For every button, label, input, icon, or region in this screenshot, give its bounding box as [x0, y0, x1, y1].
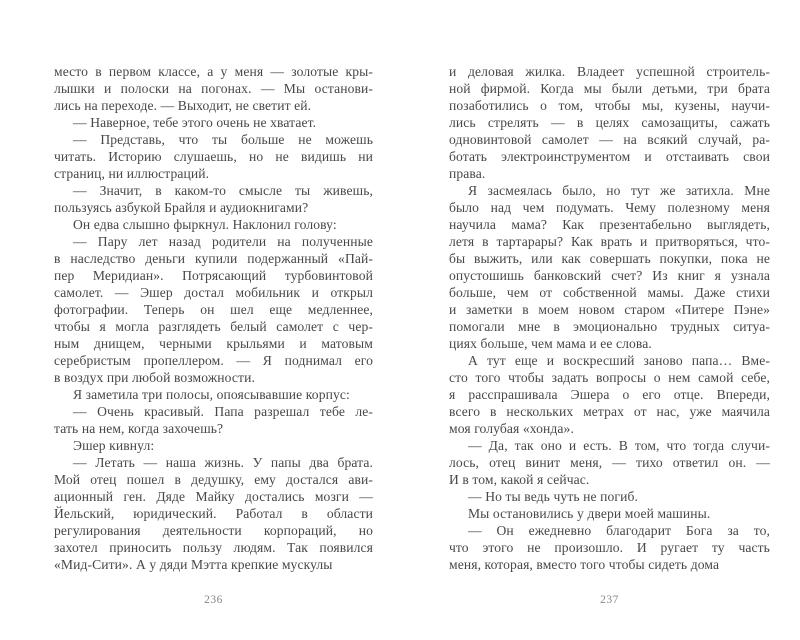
text-line: фотографии. Теперь он шел еще медленнее, [54, 302, 373, 317]
text-line: ным днищем, черными крыльями и матовым [54, 336, 373, 351]
text-line: Мы остановились у двери моей машины. [468, 506, 711, 521]
text-line: циях больше, чем мама и ее слова. [449, 336, 652, 351]
paragraph [54, 403, 373, 437]
paragraph [449, 182, 770, 352]
text-line: — Да, так оно и есть. В том, что тогда случи- [468, 438, 770, 453]
text-line: — Пару лет назад родители на полученные [73, 234, 373, 249]
text-line: ационный ген. Дяде Майку достались мозги — [54, 489, 373, 504]
text-line: я расспрашивала Эшера о его отце. Впереди, [449, 387, 770, 402]
paragraph [449, 63, 770, 182]
text-line: помогали мне в эмоционально трудных ситуа- [449, 319, 770, 334]
paragraph [449, 352, 770, 437]
text-line: место в первом классе, а у меня — золотые кры- [54, 64, 373, 79]
paragraph [54, 216, 373, 233]
text-line: Я заметила три полосы, опоясывавшие корпус: [73, 387, 350, 402]
text-line: «Мид-Сити». А у дяди Мэтта крепкие мускулы [54, 557, 333, 572]
text-line: А тут еще и воскресший заново папа… Вме- [468, 353, 770, 368]
text-line: страниц, ни иллюстраций. [54, 166, 210, 181]
text-line: лось, отец винит меня, — тихо ответил он. — [449, 455, 770, 470]
text-line: опустошишь банковский счет? Из книг я узнала [449, 268, 770, 283]
text-line: — Но ты ведь чуть не погиб. [468, 489, 638, 504]
text-line: и заметки в моем новом старом «Питере Пэне» [449, 302, 770, 317]
text-line: — Наверное, тебе этого очень не хватает. [73, 115, 317, 130]
text-line: научила мама? Как презентабельно выглядеть, [449, 217, 770, 232]
paragraph [54, 233, 373, 386]
text-line: что этого не произошло. И ругает ту часть [449, 540, 770, 555]
paragraph [54, 454, 373, 573]
text-line: — Очень красивый. Папа разрешал тебе ле- [73, 404, 373, 419]
right-page-text [449, 63, 770, 573]
text-line: Мой отец пошел в дедушку, ему достался ави- [54, 472, 373, 487]
text-line: читать. Историю слушаешь, но не видишь ни [54, 149, 373, 164]
left-page-number: 236 [204, 594, 223, 606]
right-page-number: 237 [600, 594, 619, 606]
text-line: самолет. — Эшер достал мобильник и открыл [54, 285, 373, 300]
text-line: в наследство деньги купили подержанный «Пай- [54, 251, 373, 266]
paragraph [449, 505, 770, 522]
text-line: пользуясь азбукой Брайля и аудиокнигами? [54, 200, 309, 215]
text-line: регулирования деятельности корпораций, но [54, 523, 373, 538]
text-line: летя в тартарары? Как врать и притворяться, что- [449, 234, 770, 249]
text-line: пер Меридиан». Потрясающий турбовинтовой [54, 268, 373, 283]
text-line: Эшер кивнул: [73, 438, 155, 453]
text-line: всего в нескольких метрах от нас, уже маячила [449, 404, 770, 419]
paragraph [54, 63, 373, 114]
text-line: меня, которая, вместо того чтобы сидеть дома [449, 557, 720, 572]
text-line: серебристым пропеллером. — Я поднимал его [54, 353, 373, 368]
text-line: моя голубая «хонда». [449, 421, 574, 436]
text-line: лись на переходе. — Выходит, не светит ей. [54, 98, 312, 113]
text-line: лышки и полоски на погонах. — Мы останови- [54, 81, 373, 96]
paragraph [54, 386, 373, 403]
paragraph [54, 437, 373, 454]
text-line: тать на нем, когда захочешь? [54, 421, 224, 436]
text-line: Йельский, юридический. Работал в области [54, 506, 373, 521]
paragraph [449, 488, 770, 505]
text-line: Он едва слышно фыркнул. Наклонил голову: [73, 217, 337, 232]
text-line: права. [449, 166, 486, 181]
text-line: позаботились о том, чтобы мы, кузены, научи- [449, 98, 770, 113]
text-line: Я засмеялась было, но тут же затихла. Мне [468, 183, 770, 198]
text-line: И в том, какой я сейчас. [449, 472, 590, 487]
paragraph [449, 522, 770, 573]
text-line: чтобы я могла разглядеть белый самолет с чер- [54, 319, 373, 334]
text-line: в воздух при любой возможности. [54, 370, 255, 385]
paragraph [54, 182, 373, 216]
text-line: — Значит, в каком-то смысле ты живешь, [73, 183, 373, 198]
text-line: — Представь, что ты больше не можешь [73, 132, 373, 147]
paragraph [449, 437, 770, 488]
paragraph [54, 131, 373, 182]
text-line: захотел приносить пользу людям. Так появился [54, 540, 373, 555]
text-line: больше, чем от собственной мамы. Даже стихи [449, 285, 770, 300]
text-line: ботать электроинструментом и отстаивать свои [449, 149, 770, 164]
text-line: сто того чтобы задать вопросы о нем самой себе, [449, 370, 770, 385]
text-line: одновинтовой самолет — на всякий случай, ра- [449, 132, 770, 147]
text-line: бы выжить, или как совершать покупки, пока не [449, 251, 770, 266]
text-line: и деловая жилка. Владеет успешной строитель- [449, 64, 770, 79]
paragraph [54, 114, 373, 131]
text-line: ной фирмой. Когда мы были детьми, три брата [449, 81, 770, 96]
left-page-text [54, 63, 373, 573]
text-line: — Летать — наша жизнь. У папы два брата. [73, 455, 373, 470]
text-line: было над чем подумать. Чему полезному меня [449, 200, 770, 215]
text-line: — Он ежедневно благодарит Бога за то, [468, 523, 770, 538]
text-line: лись стрелять — в целях самозащиты, сажать [449, 115, 770, 130]
